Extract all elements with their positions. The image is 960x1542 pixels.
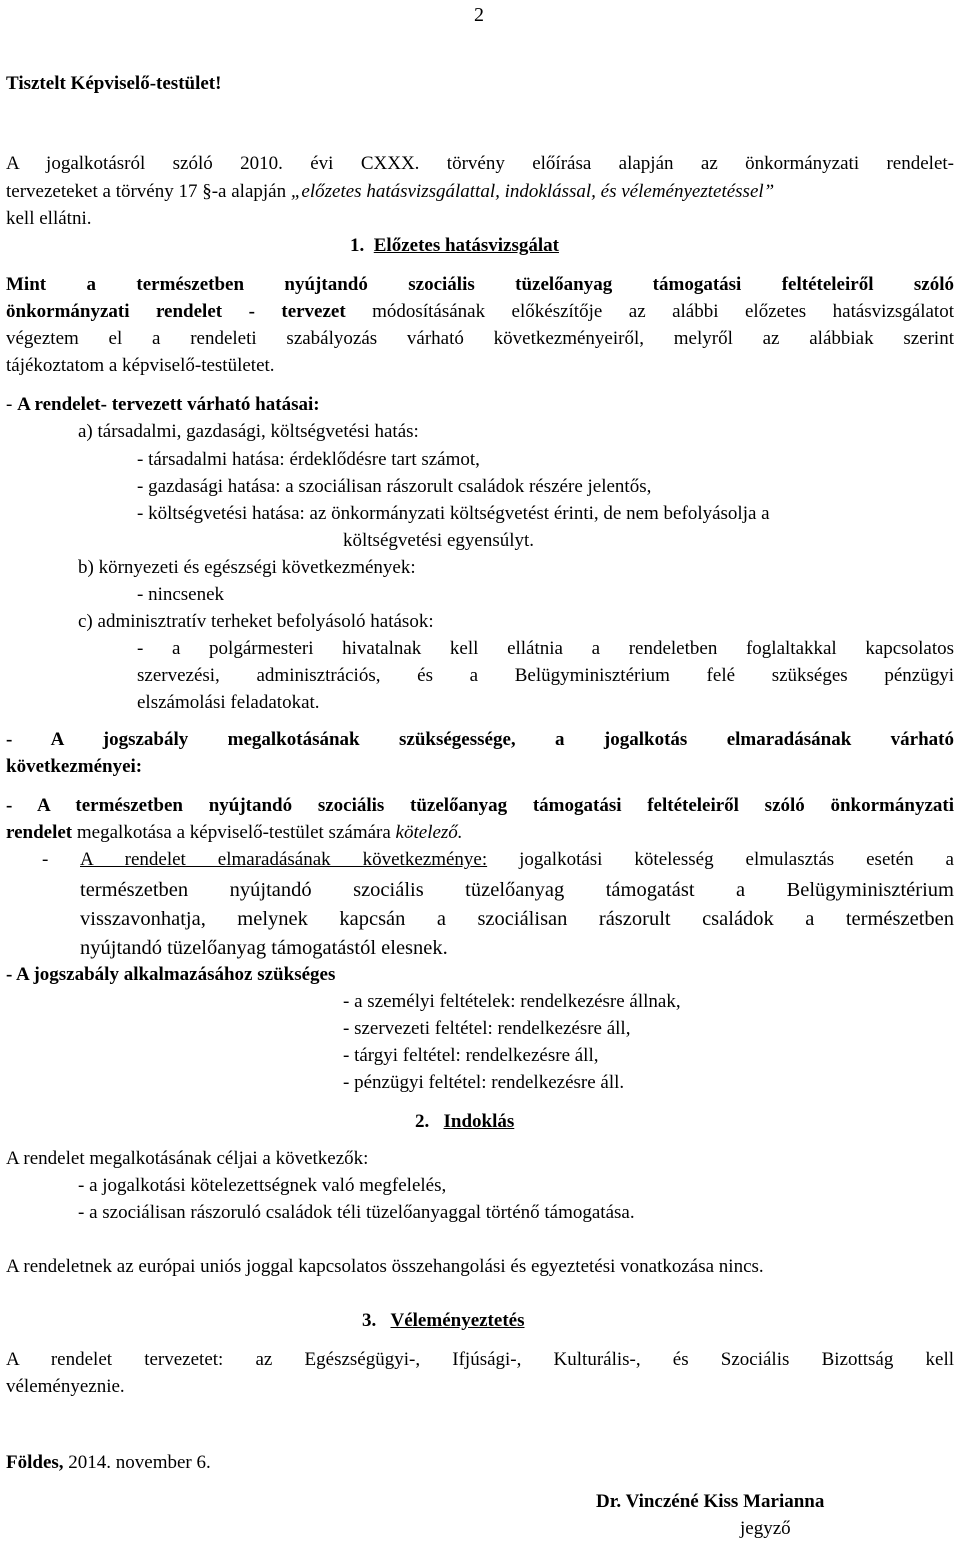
application-item-1: - a személyi feltételek: rendelkezésre állnak, <box>343 991 681 1012</box>
omission-rest: jogalkotási kötelesség elmulasztás esetén a <box>487 849 954 870</box>
section-3-line-2: véleményeznie. <box>6 1376 125 1397</box>
necessity-para-line-2 <box>6 819 463 846</box>
effects-a-item-3-cont: költségvetési egyensúlyt. <box>343 530 535 551</box>
effects-b-label: b) környezeti és egészségi következmények: <box>78 557 416 578</box>
effects-heading-dash: - <box>6 394 18 415</box>
section-2-title: Indoklás <box>443 1111 515 1132</box>
intro-line-2 <box>6 178 774 205</box>
section-1-para-line-2-bold: önkormányzati rendelet - tervezet <box>6 301 346 322</box>
intro-line-2-text: tervezeteket a törvény 17 §-a alapján <box>6 181 291 202</box>
effects-c-label: c) adminisztratív terheket befolyásoló hatások: <box>78 611 434 632</box>
effects-a-label: a) társadalmi, gazdasági, költségvetési hatás: <box>78 421 419 442</box>
effects-b-item: - nincsenek <box>137 584 225 605</box>
section-1-heading <box>350 232 559 259</box>
section-2-heading <box>415 1108 514 1135</box>
section-3-title: Véleményeztetés <box>390 1310 525 1331</box>
section-2-item-2: - a szociálisan rászoruló családok téli tüzelőanyaggal történő támogatása. <box>78 1202 635 1223</box>
section-1-number: 1. <box>350 235 365 256</box>
intro-line-2-italic: „előzetes hatásvizsgálattal, indoklással, és véleményeztetéssel” <box>290 181 775 202</box>
signer-name: Dr. Vinczéné Kiss Marianna <box>596 1491 825 1512</box>
section-2-intro: A rendelet megalkotásának céljai a következők: <box>6 1148 369 1169</box>
effects-c-line-1: - a polgármesteri hivatalnak kell ellátnia a rendeletben foglaltakkal kapcsolatos <box>137 638 954 659</box>
application-item-2: - szervezeti feltétel: rendelkezésre áll, <box>343 1018 631 1039</box>
effects-a-item-2: - gazdasági hatása: a szociálisan rászorult családok részére jelentős, <box>137 476 652 497</box>
section-1-para-line-3: végeztem el a rendeleti szabályozás várható következményeiről, melyről az alábbiak szerint <box>6 328 954 349</box>
closing-place: Földes, <box>6 1452 64 1473</box>
section-2-number: 2. <box>415 1111 430 1132</box>
omission-label: A rendelet elmaradásának következménye: <box>80 849 488 870</box>
intro-line-1: A jogalkotásról szóló 2010. évi CXXX. törvény előírása alapján az önkormányzati rendelet- <box>6 153 954 174</box>
application-item-3: - tárgyi feltétel: rendelkezésre áll, <box>343 1045 599 1066</box>
necessity-para-line-2-italic: kötelező. <box>395 822 463 843</box>
effects-a-item-3: - költségvetési hatása: az önkormányzati költségvetést érinti, de nem befolyásolja a <box>137 503 770 524</box>
effects-heading <box>6 391 320 418</box>
omission-line-4: nyújtandó tüzelőanyag támogatástól elesnek. <box>80 937 448 959</box>
omission-line-1 <box>80 846 954 873</box>
page-number: 2 <box>474 4 484 26</box>
necessity-para-line-2-rest: megalkotása a képviselő-testület számára <box>72 822 396 843</box>
effects-a-item-1: - társadalmi hatása: érdeklődésre tart számot, <box>137 449 480 470</box>
signer-role: jegyző <box>740 1518 791 1539</box>
section-1-para-line-1: Mint a természetben nyújtandó szociális tüzelőanyag támogatási feltételeiről szóló <box>6 274 954 295</box>
application-heading: - A jogszabály alkalmazásához szükséges <box>6 964 336 985</box>
section-2-item-1: - a jogalkotási kötelezettségnek való megfelelés, <box>78 1175 447 1196</box>
effects-c-line-3: elszámolási feladatokat. <box>137 692 320 713</box>
closing-place-date <box>6 1449 211 1476</box>
section-2-eu-note: A rendeletnek az európai uniós joggal kapcsolatos összehangolási és egyeztetési vonatkozása nincs. <box>6 1256 764 1277</box>
intro-line-3: kell ellátni. <box>6 208 92 229</box>
necessity-heading-line-1: - A jogszabály megalkotásának szükségessége, a jogalkotás elmaradásának várható <box>6 729 954 750</box>
effects-c-line-2: szervezési, adminisztrációs, és a Belügyminisztérium felé szükséges pénzügyi <box>137 665 954 686</box>
salutation: Tisztelt Képviselő-testület! <box>6 73 222 94</box>
section-3-number: 3. <box>362 1310 377 1331</box>
section-3-heading <box>362 1307 524 1334</box>
closing-date: 2014. november 6. <box>63 1452 211 1473</box>
section-1-para-line-2 <box>6 298 954 325</box>
section-1-para-line-4: tájékoztatom a képviselő-testületet. <box>6 355 275 376</box>
section-1-title: Előzetes hatásvizsgálat <box>373 235 559 256</box>
effects-heading-text: A rendelet- tervezett várható hatásai: <box>17 394 320 415</box>
section-3-line-1: A rendelet tervezetet: az Egészségügyi-, Ifjúsági-, Kulturális-, és Szociális Bizottság kell <box>6 1349 954 1370</box>
section-1-para-line-2-rest: módosításának előkészítője az alábbi előzetes hatásvizsgálatot <box>345 301 954 322</box>
application-item-4: - pénzügyi feltétel: rendelkezésre áll. <box>343 1072 625 1093</box>
omission-line-2: természetben nyújtandó szociális tüzelőanyag támogatást a Belügyminisztérium <box>80 879 954 901</box>
omission-dash: - <box>42 849 49 870</box>
necessity-para-line-1: - A természetben nyújtandó szociális tüzelőanyag támogatási feltételeiről szóló önkormányzati <box>6 795 954 816</box>
necessity-heading-line-2: következményei: <box>6 756 143 777</box>
necessity-para-line-2-bold: rendelet <box>6 822 73 843</box>
omission-line-3: visszavonhatja, melynek kapcsán a szociálisan rászorult családok a természetben <box>80 908 954 930</box>
